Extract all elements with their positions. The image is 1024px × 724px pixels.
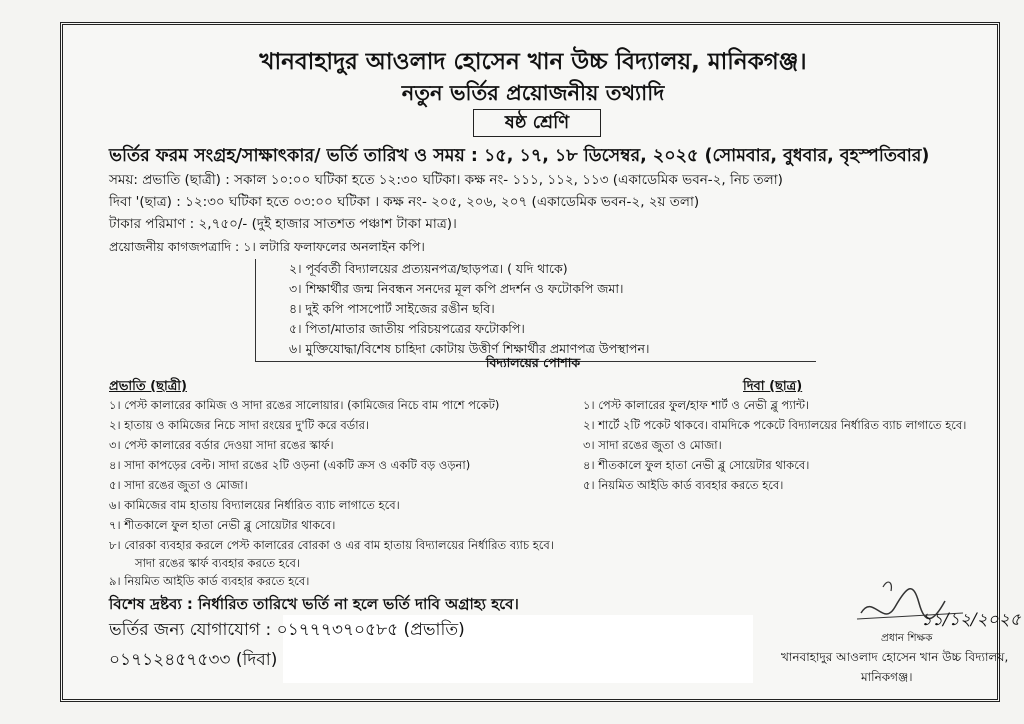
document-item: ৫। পিতা/মাতার জাতীয় পরিচয়পত্রের ফটোকপি। xyxy=(289,321,525,336)
grade-badge: ষষ্ঠ শ্রেণি xyxy=(473,109,601,137)
day-uniform-item: ৪। শীতকালে ফুল হাতা নেভী ব্লু সোয়েটার থাকবে। xyxy=(583,458,810,472)
document-item: ২। পূর্ববর্তী বিদ্যালয়ের প্রত্যয়নপত্র/ছাড়পত্র। ( যদি থাকে) xyxy=(289,261,568,276)
day-uniform-item: ৫। নিয়মিত আইডি কার্ড ব্যবহার করতে হবে। xyxy=(583,478,784,492)
document-item: ৩। শিক্ষার্থীর জন্ম নিবন্ধন সনদের মূল কপি প্রদর্শন ও ফটোকপি জমা। xyxy=(289,281,624,296)
morning-uniform-item: ১। পেস্ট কালারের কামিজ ও সাদা রঙের সালোয়ার। (কামিজের নিচে বাম পাশে পকেট) xyxy=(109,398,500,412)
day-uniform-heading: দিবা (ছাত্র) xyxy=(743,379,803,394)
morning-uniform-item: ৪। সাদা কাপড়ের বেল্ট। সাদা রঙের ২টি ওড়না (একটি ক্রস ও একটি বড় ওড়না) xyxy=(109,458,471,472)
notice-subtitle: নতুন ভর্তির প্রয়োজনীয় তথ্যাদি xyxy=(401,81,665,105)
headmaster-title: প্রধান শিক্ষক xyxy=(881,632,933,644)
morning-uniform-heading: প্রভাতি (ছাত্রী) xyxy=(109,379,187,394)
morning-shift-time: সময়: প্রভাতি (ছাত্রী) : সকাল ১০:০০ ঘটিকা হতে ১২:৩০ ঘটিকা। কক্ষ নং- ১১১, ১১২, ১১৩ (একাডেমিক ভবন-২, নিচ তলা) xyxy=(109,172,783,188)
fee-amount: টাকার পরিমাণ : ২,৭৫০/- (দুই হাজার সাতশত পঞ্চাশ টাকা মাত্র)। xyxy=(109,216,457,232)
signature-date: ১১/১২/২০২৫ xyxy=(921,610,1021,630)
contact-day: ০১৭১২৪৫৭৫৩৩ (দিবা) xyxy=(109,650,278,670)
notice-border xyxy=(60,22,1021,702)
morning-uniform-item: ৯। নিয়মিত আইডি কার্ড ব্যবহার করতে হবে। xyxy=(109,574,310,588)
day-uniform-item: ১। পেস্ট কালারের ফুল/হাফ শার্ট ও নেভী ব্লু প্যান্ট। xyxy=(583,398,810,412)
documents-label: প্রয়োজনীয় কাগজপত্রাদি : ১। লটারি ফলাফলের অনলাইন কপি। xyxy=(109,239,425,254)
morning-uniform-item: ৭। শীতকালে ফুল হাতা নেভী ব্লু সোয়েটার থাকবে। xyxy=(109,518,336,532)
morning-uniform-item: ৫। সাদা রঙের জুতা ও মোজা। xyxy=(109,478,248,492)
morning-uniform-item: ২। হাতায় ও কামিজের নিচে সাদা রংয়ের দু'টি করে বর্ডার। xyxy=(109,418,370,432)
morning-uniform-item: সাদা রঙের স্কার্ফ ব্যবহার করতে হবে। xyxy=(135,556,300,570)
morning-uniform-item: ৩। পেস্ট কালারের বর্ডার দেওয়া সাদা রঙের স্কার্ফ। xyxy=(109,438,334,452)
morning-uniform-item: ৬। কামিজের বাম হাতায় বিদ্যালয়ের নির্ধারিত ব্যাচ লাগাতে হবে। xyxy=(109,498,400,512)
morning-uniform-item: ৮। বোরকা ব্যবহার করলে পেস্ট কালারের বোরকা ও এর বাম হাতায় বিদ্যালয়ের নির্ধারিত ব্যাচ হবে। xyxy=(109,538,554,552)
document-item: ৬। মুক্তিযোদ্ধা/বিশেষ চাহিদা কোটায় উত্তীর্ণ শিক্ষার্থীর প্রমাণপত্র উপস্থাপন। xyxy=(289,341,650,356)
special-note: বিশেষ দ্রষ্টব্য : নির্ধারিত তারিখে ভর্তি না হলে ভর্তি দাবি অগ্রাহ্য হবে। xyxy=(109,595,519,613)
school-name-footer: খানবাহাদুর আওলাদ হোসেন খান উচ্চ বিদ্যালয়, xyxy=(781,650,1009,664)
school-location-footer: মানিকগঞ্জ। xyxy=(861,670,913,684)
school-name: খানবাহাদুর আওলাদ হোসেন খান উচ্চ বিদ্যালয়, মানিকগঞ্জ। xyxy=(259,49,807,75)
contact-morning: ভর্তির জন্য যোগাযোগ : ০১৭৭৭৩৭০৫৮৫ (প্রভাতি) xyxy=(109,620,465,640)
uniform-title: বিদ্যালয়ের পোশাক xyxy=(485,355,581,370)
document-item: ৪। দুই কপি পাসপোর্ট সাইজের রঙীন ছবি। xyxy=(289,301,495,316)
day-uniform-item: ২। শার্টে ২টি পকেট থাকবে। বামদিকে পকেটে বিদ্যালয়ের নির্ধারিত ব্যাচ লাগাতে হবে। xyxy=(583,418,967,432)
admission-headline: ভর্তির ফরম সংগ্রহ/সাক্ষাৎকার/ ভর্তি তারিখ ও সময় : ১৫, ১৭, ১৮ ডিসেম্বর, ২০২৫ (সোমবার, বুধবার, বৃহস্পতিবার) xyxy=(109,146,930,166)
day-shift-time: দিবা '(ছাত্র) : ১২:৩০ ঘটিকা হতে ০৩:০০ ঘটিকা । কক্ষ নং- ২০৫, ২০৬, ২০৭ (একাডেমিক ভবন-২, ২য় তলা) xyxy=(109,194,700,210)
day-uniform-item: ৩। সাদা রঙের জুতা ও মোজা। xyxy=(583,438,722,452)
